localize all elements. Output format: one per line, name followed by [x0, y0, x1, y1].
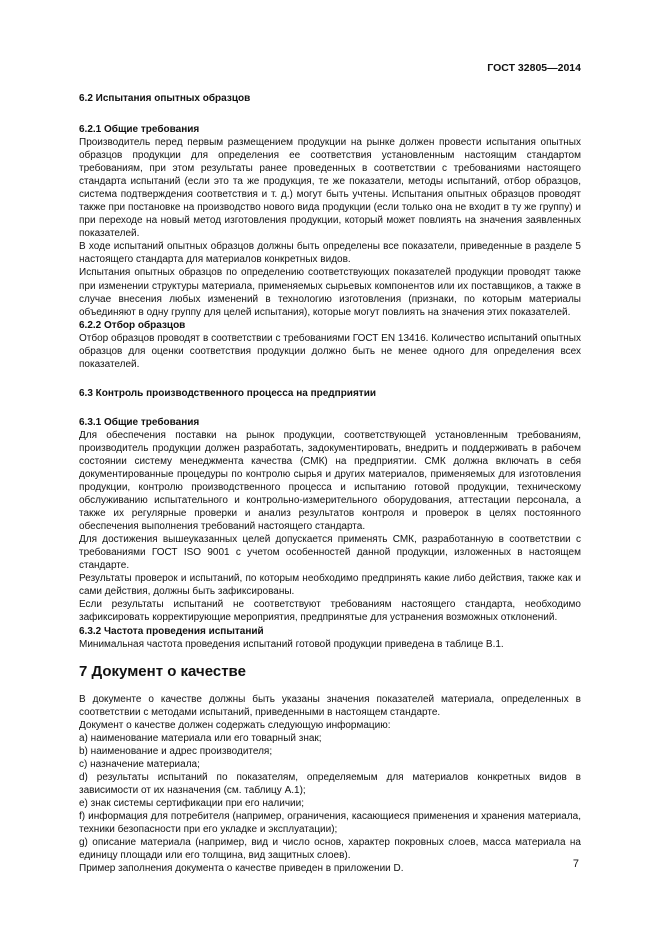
paragraph: Для обеспечения поставки на рынок продукции, соответствующей установленным требованиям, производитель продукции должен разработать, задокументировать, внедрить и поддерживать в рабочем состоянии систему менеджмента качества (СМК) на предприятии. СМК должна включать в себя документированные процедуры по контролю сырья и других материалов, применяемых для изготовления продукции, контролю производственного процесса и испытанию готовой продукции, техническому обслуживанию испытательного и контрольно-измерительного оборудования, аттестации персонала, а также их регулярные проверки и анализ результатов контроля и проверок в целях постоянного обеспечения выполнения требований настоящего стандарта.: [79, 429, 581, 533]
list-item: а) наименование материала или его товарный знак;: [79, 732, 322, 744]
paragraph: Для достижения вышеуказанных целей допускается применять СМК, разработанную в соответствии с требованиями ГОСТ ISO 9001 с учетом особенностей данной продукции, изложенных в настоящем стандарте.: [79, 534, 581, 572]
paragraph: Отбор образцов проводят в соответствии с требованиями ГОСТ EN 13416. Количество испытаний опытных образцов для оценки соответствия продукции должно быть не менее одного для определения всех показателей.: [79, 332, 581, 370]
section-6-3-heading: 6.3 Контроль производственного процесса на предприятии: [79, 387, 376, 399]
paragraph: В ходе испытаний опытных образцов должны быть определены все показатели, приведенные в разделе 5 настоящего стандарта для материалов конкретных видов.: [79, 241, 581, 266]
standard-header: ГОСТ 32805—2014: [487, 62, 581, 74]
list-item: d) результаты испытаний по показателям, определяемым для материалов конкретных видов в зависимости от их назначения (см. таблицу А.1);: [79, 771, 581, 796]
paragraph: Если результаты испытаний не соответствуют требованиям настоящего стандарта, необходимо зафиксировать корректирующие мероприятия, предпринятые для устранения возможных отклонений.: [79, 599, 581, 624]
paragraph: Испытания опытных образцов по определению соответствующих показателей продукции проводят также при изменении структуры материала, применяемых сырьевых компонентов или их поставщиков, а также в случае внесения любых изменений в технологию изготовления (признаки, по которым материалы объединяют в одну группу для целей испытания), которые могут повлиять на значения этих показателей.: [79, 267, 581, 318]
paragraph: Производитель перед первым размещением продукции на рынке должен провести испытания опытных образцов продукции для определения ее соответствия установленным настоящим стандартом требованиям, при этом результаты ранее проведенных в соответствии с требованиями настоящего стандарта испытаний (если это та же продукция, те же показатели, методы испытаний, отбор образцов, система подтверждения соответствия и т. д.) могут быть учтены. Испытания опытных образцов проводят также при постановке на производство нового вида продукции (если только она не входит в ту же группу) и при переходе на новый метод изготовления продукции, который может повлиять на значения заявленных показателей.: [79, 137, 581, 240]
list-item: e) знак системы сертификации при его наличии;: [79, 797, 304, 809]
list-item: f) информация для потребителя (например, ограничения, касающиеся применения и хранения материала, техники безопасности при его укладке и эксплуатации);: [79, 810, 581, 836]
page-content: [79, 92, 581, 875]
page-number: 7: [572, 858, 579, 870]
section-7-heading: 7 Документ о качестве: [79, 662, 246, 680]
paragraph: Результаты проверок и испытаний, по которым необходимо предпринять какие либо действия, также как и сами действия, должны быть зафиксированы.: [79, 573, 581, 598]
list-item: c) назначение материала;: [79, 758, 200, 770]
section-6-2-1-heading: 6.2.1 Общие требования: [79, 124, 200, 135]
list-item: g) описание материала (например, вид и число основ, характер покровных слоев, масса материала на единицу площади или его толщина, вид защитных слоев).: [79, 837, 581, 862]
paragraph: Минимальная частота проведения испытаний готовой продукции приведена в таблице В.1.: [79, 638, 504, 650]
paragraph: В документе о качестве должны быть указаны значения показателей материала, определенных в соответствии с методами испытаний, приведенными в настоящем стандарте.: [79, 693, 581, 718]
section-6-3-2-heading: 6.3.2 Частота проведения испытаний: [79, 625, 264, 637]
section-6-2-2-heading: 6.2.2 Отбор образцов: [79, 319, 186, 331]
section-6-3-1-heading: 6.3.1 Общие требования: [79, 416, 200, 428]
list-item: b) наименование и адрес производителя;: [79, 745, 273, 757]
paragraph: Пример заполнения документа о качестве приведен в приложении D.: [79, 863, 404, 875]
paragraph: Документ о качестве должен содержать следующую информацию:: [79, 719, 391, 731]
section-6-2-heading: 6.2 Испытания опытных образцов: [79, 93, 251, 104]
